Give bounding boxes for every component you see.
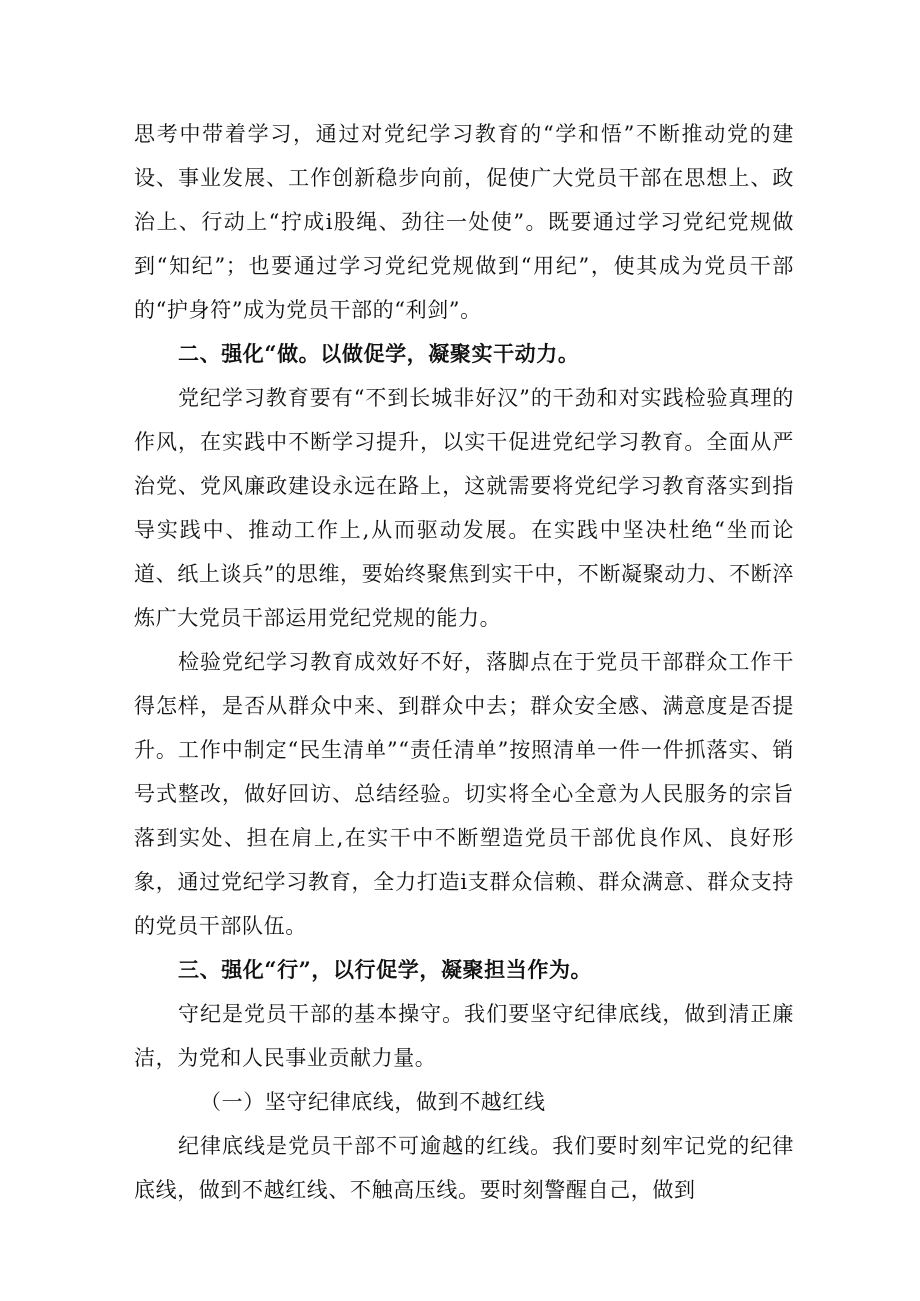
subsection-heading: （一）坚守纪律底线，做到不越红线 bbox=[200, 1090, 546, 1114]
paragraph: 党纪学习教育要有“不到长城非好汉”的干劲和对实践检验真理的作风，在实践中不断学习提升，以实干促进党纪学习教育。全面从严治党、党风廉政建设永远在路上，这就需要将党纪学习教育落实到指导实践中、推动工作上,从而驱动发展。在实践中坚决杜绝“坐而论道、纸上谈兵”的思维，要始终聚焦到实干中，不断凝聚动力、不断淬炼广大党员干部运用党纪党规的能力。 bbox=[134, 386, 794, 630]
paragraph: 检验党纪学习教育成效好不好，落脚点在于党员干部群众工作干得怎样，是否从群众中来、到群众中去；群众安全感、满意度是否提升。工作中制定“民生清单”“责任清单”按照清单一件一件抓落实、销号式整改，做好回访、总结经验。切实将全心全意为人民服务的宗旨落到实处、担在肩上,在实干中不断塑造党员干部优良作风、良好形象，通过党纪学习教育，全力打造i支群众信赖、群众满意、群众支持的党员干部队伍。 bbox=[134, 650, 794, 938]
paragraph-continued: 思考中带着学习，通过对党纪学习教育的“学和悟”不断推动党的建设、事业发展、工作创新稳步向前，促使广大党员干部在思想上、政治上、行动上“拧成i股绳、劲往一处使”。既要通过学习党纪党规做到“知纪”；也要通过学习党纪党规做到“用纪”，使其成为党员干部的“护身符”成为党员干部的“利剑”。 bbox=[134, 122, 794, 322]
section-heading-3: 三、强化“行”，以行促学，凝聚担当作为。 bbox=[178, 957, 593, 982]
paragraph: 纪律底线是党员干部不可逾越的红线。我们要时刻牢记党的纪律底线，做到不越红线、不触高压线。要时刻警醒自己，做到 bbox=[134, 1134, 794, 1202]
section-heading-2: 二、强化“做。以做促学，凝聚实干动力。 bbox=[178, 341, 580, 366]
paragraph: 守纪是党员干部的基本操守。我们要坚守纪律底线，做到清正廉洁，为党和人民事业贡献力量。 bbox=[134, 1002, 794, 1070]
document-body bbox=[134, 112, 794, 1212]
